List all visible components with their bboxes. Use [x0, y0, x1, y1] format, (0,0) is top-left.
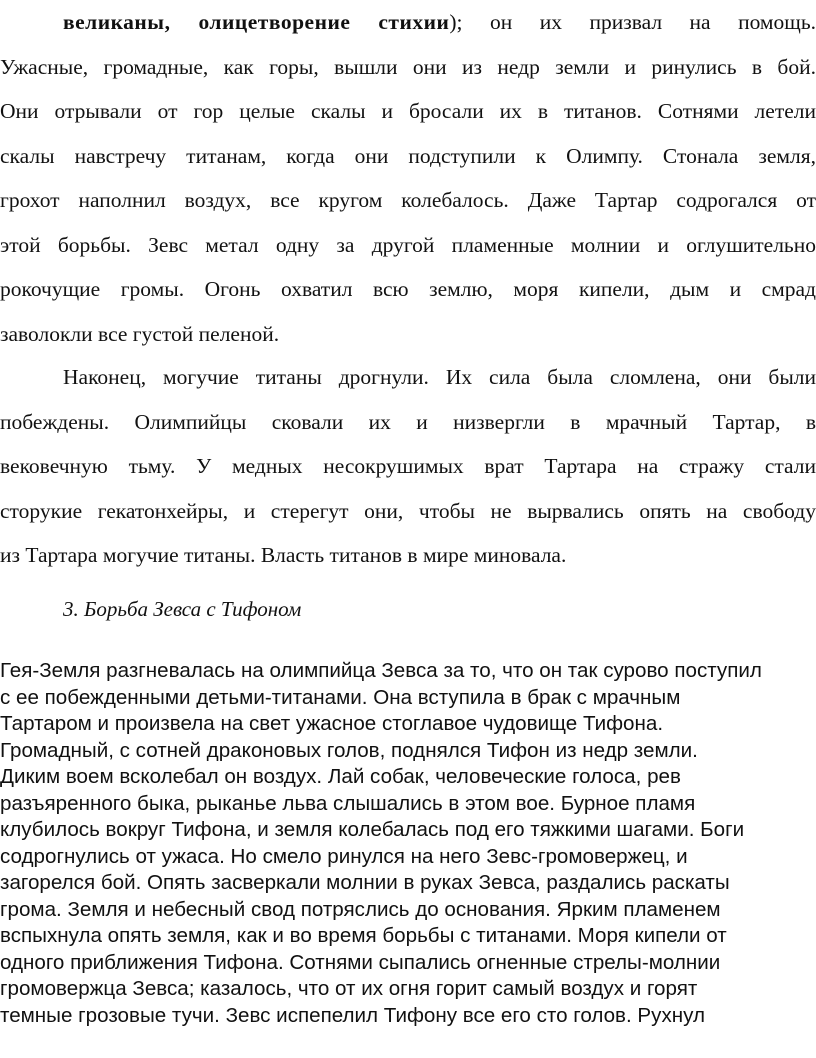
section-heading: 3. Борьба Зевса с Тифоном — [63, 597, 302, 621]
paragraph-line: Они отрывали от гор целые скалы и бросали их в титанов. Сотнями летели — [0, 99, 816, 123]
paragraph-line: грома. Земля и небесный свод потряслись до основания. Ярким пламенем — [0, 897, 721, 921]
paragraph-line: заволокли все густой пеленой. — [0, 321, 280, 346]
paragraph-line: Тартаром и произвела на свет ужасное стоглавое чудовище Тифона. — [0, 712, 664, 735]
paragraph-line: этой борьбы. Зевс метал одну за другой пламенные молнии и оглушительно — [0, 232, 816, 257]
paragraph-line: скалы навстречу титанам, когда они подступили к Олимпу. Стонала земля, — [0, 143, 816, 168]
paragraph-titans-battle — [0, 0, 816, 356]
paragraph-line: клубилось вокруг Тифона, и земля колебалась под его тяжкими шагами. Боги — [0, 818, 745, 841]
paragraph-line: сторукие гекатонхейры, и стерегут они, чтобы не вырвались опять на свободу — [0, 498, 816, 523]
paragraph-line: побеждены. Олимпийцы сковали их и низвергли в мрачный Тартар, в — [0, 409, 816, 434]
paragraph-line: грохот наполнил воздух, все кругом колебалось. Даже Тартар содрогался от — [0, 188, 816, 212]
paragraph-line: Громадный, с сотней драконовых голов, поднялся Тифон из недр земли. — [0, 738, 698, 762]
paragraph-line: Гея-Земля разгневалась на олимпийца Зевса за то, что он так сурово поступил — [0, 659, 762, 682]
paragraph-line: Наконец, могучие титаны дрогнули. Их сила была сломлена, они были — [63, 365, 816, 389]
paragraph-line — [0, 0, 816, 45]
paragraph-line: с ее побежденными детьми-титанами. Она вступила в брак с мрачным — [0, 685, 681, 709]
paragraph-line: одного приближения Тифона. Сотнями сыпались огненные стрелы-молнии — [0, 950, 721, 974]
paragraph-line: вековечную тьму. У медных несокрушимых врат Тартара на стражу стали — [0, 454, 816, 478]
paragraph-line: Ужасные, громадные, как горы, вышли они из недр земли и ринулись в бой. — [0, 54, 816, 79]
paragraph-line: Диким воем всколебал он воздух. Лай собак, человеческие голоса, рев — [0, 765, 681, 788]
paragraph-line: содрогнулись от ужаса. Но смело ринулся на него Зевс-громовержец, и — [0, 844, 688, 868]
paragraph-line: разъяренного быка, рыканье льва слышались в этом вое. Бурное пламя — [0, 791, 696, 815]
paragraph-line: рокочущие громы. Огонь охватил всю землю, моря кипели, дым и смрад — [0, 277, 816, 301]
paragraph-line: вспыхнула опять земля, как и во время борьбы с титанами. Моря кипели от — [0, 924, 727, 947]
paragraph-line: громовержца Зевса; казалось, что от их огня горит самый воздух и горят — [0, 977, 698, 1000]
paragraph-line: загорелся бой. Опять засверкали молнии в руках Зевса, раздались раскаты — [0, 871, 730, 894]
bold-phrase: великаны, олицетворение стихии — [63, 10, 450, 34]
paragraph-line: из Тартара могучие титаны. Власть титанов в мире миновала. — [0, 543, 567, 567]
paragraph-titans-defeated — [0, 355, 816, 578]
line-tail: ); он их призвал на помощь. — [449, 10, 816, 34]
paragraph-line: темные грозовые тучи. Зевс испепелил Тифону все его сто голов. Рухнул — [0, 1003, 705, 1027]
paragraph-typhon — [0, 658, 816, 1029]
